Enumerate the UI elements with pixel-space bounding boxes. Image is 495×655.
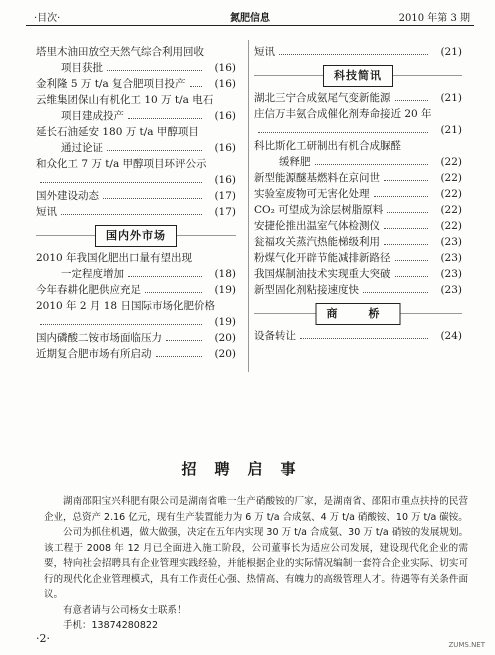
header-rule	[26, 25, 474, 26]
toc-entry-page: (22)	[440, 220, 462, 232]
dot-leader	[387, 212, 428, 213]
toc-entry-page: (16)	[214, 142, 236, 154]
toc-entry[interactable]	[36, 188, 236, 204]
header-issue: 2010 年第 3 期	[398, 13, 470, 24]
column-divider	[248, 40, 249, 372]
toc-entry-title: 塔里木油田放空天然气综合利用回收	[36, 46, 204, 58]
section-title: 科技简讯	[323, 65, 393, 87]
toc-entry[interactable]	[36, 298, 236, 314]
dot-leader	[40, 182, 202, 183]
toc-entry-title: 今年春耕化肥供应充足	[36, 284, 141, 296]
dot-leader	[107, 150, 202, 151]
toc-section-heading	[254, 298, 462, 328]
dot-leader	[103, 198, 202, 199]
dot-leader	[61, 214, 202, 215]
toc-entry-title: 云维集团保山有机化工 10 万 t/a 电石	[36, 94, 214, 106]
toc-entry[interactable]	[254, 250, 462, 266]
toc-entry[interactable]	[254, 328, 462, 344]
section-title: 商 桥	[316, 303, 401, 325]
toc-entry-page: (18)	[214, 268, 236, 280]
toc-entry-page: (21)	[440, 46, 462, 58]
toc-entry-page: (22)	[440, 188, 462, 200]
toc-entry-page: (22)	[440, 172, 462, 184]
toc-entry-page: (23)	[440, 236, 462, 248]
toc-entry-title: 粉煤气化开辟节能减排新路径	[254, 252, 391, 264]
dot-leader	[128, 118, 202, 119]
toc-entry-title: 短讯	[254, 46, 275, 58]
toc-entry[interactable]	[254, 186, 462, 202]
toc-entry-title: 国内磷酸二铵市场面临压力	[36, 332, 162, 344]
toc-entry-title: 新型固化剂粘接速度快	[254, 284, 359, 296]
toc-entry-page: (23)	[440, 284, 462, 296]
toc-entry-page: (17)	[214, 206, 236, 218]
toc-entry[interactable]	[36, 108, 236, 124]
toc-entry-page: (23)	[440, 252, 462, 264]
toc-entry[interactable]	[36, 140, 236, 156]
dot-leader	[156, 356, 202, 357]
toc-section-heading	[36, 220, 236, 250]
toc-right-column	[254, 44, 462, 344]
dot-leader	[145, 292, 202, 293]
toc-entry[interactable]	[36, 124, 236, 140]
toc-entry-title: 和众化工 7 万 t/a 甲醇项目环评公示	[36, 158, 207, 170]
toc-entry[interactable]	[36, 92, 236, 108]
toc-entry[interactable]	[254, 90, 462, 106]
dot-leader	[300, 338, 428, 339]
toc-entry[interactable]	[36, 314, 236, 330]
toc-entry[interactable]	[36, 44, 236, 60]
toc-entry-page: (19)	[214, 316, 236, 328]
toc-entry-title: 通过论证	[61, 142, 103, 154]
dot-leader	[107, 70, 202, 71]
recruit-body	[44, 494, 468, 634]
dot-leader	[363, 292, 428, 293]
toc-entry-page: (20)	[214, 348, 236, 360]
toc-entry[interactable]	[254, 122, 462, 138]
toc-entry-title: 缓释肥	[279, 156, 311, 168]
recruit-paragraph: 手机：13874280822	[63, 620, 158, 631]
recruit-title: 招聘启事	[181, 460, 314, 478]
toc-entry[interactable]	[36, 346, 236, 362]
toc-entry-page: (21)	[440, 92, 462, 104]
toc-entry[interactable]	[254, 44, 462, 60]
toc-entry[interactable]	[36, 204, 236, 220]
recruit-paragraph: 湖南邵阳宝兴科肥有限公司是湖南省唯一生产硝酸铵的厂家，是湖南省、邵阳市重点扶持的民营企业，总资产 2.16 亿元，现有生产装置能力为 6 万 t/a 合成氨、4 万 t/a 硝酸铵、10 万 t/a 碳铵。	[44, 496, 468, 523]
toc-entry-page: (20)	[214, 332, 236, 344]
toc-entry-page: (16)	[214, 62, 236, 74]
toc-entry[interactable]	[254, 234, 462, 250]
dot-leader	[395, 260, 428, 261]
toc-entry[interactable]	[36, 250, 236, 266]
toc-entry-title: 项目获批	[61, 62, 103, 74]
recruit-paragraph: 公司为抓住机遇，做大做强，决定在五年内实现 30 万 t/a 合成氨、30 万 t/a 硝铵的发展规划。该工程于 2008 年 12 月已全面进入施工阶段，公司董事长为适应公司发展，建设现代化企业的需要，特向社会招聘具有企业管理实践经验，并能根据企业的实际情况编制一套符合企业实际、切实可行的现代化企业管理模式，具有工作责任心强、热情高、有魄力的高级管理人才。待遇等有关条件面议。	[44, 527, 468, 600]
toc-entry-page: (22)	[440, 204, 462, 216]
toc-entry-title: 湖北三宁合成氨尾气变新能源	[254, 92, 391, 104]
toc-entry-title: 瓮福攻关蒸汽热能梯级利用	[254, 236, 380, 248]
toc-entry-title: 延长石油延安 180 万 t/a 甲醇项目	[36, 126, 199, 138]
header-journal: 氮肥信息	[230, 13, 270, 24]
dot-leader	[166, 340, 202, 341]
toc-entry[interactable]	[254, 282, 462, 298]
toc-entry[interactable]	[36, 266, 236, 282]
toc-entry-title: 安捷伦推出温室气体检测仪	[254, 220, 380, 232]
toc-entry[interactable]	[36, 282, 236, 298]
toc-entry[interactable]	[254, 218, 462, 234]
toc-entry-page: (17)	[214, 190, 236, 202]
page-header	[26, 4, 474, 26]
toc-entry[interactable]	[36, 172, 236, 188]
toc-entry-title: CO₂ 可望成为涂层树脂原料	[254, 204, 384, 216]
toc-entry-page: (16)	[214, 78, 236, 90]
toc-entry-title: 短讯	[36, 206, 57, 218]
dot-leader	[395, 100, 428, 101]
toc-entry-page: (16)	[214, 174, 236, 186]
toc-entry-title: 国外建设动态	[36, 190, 99, 202]
toc-entry-page: (24)	[440, 330, 462, 342]
toc-entry-title: 项目建成投产	[61, 110, 124, 122]
dot-leader	[128, 276, 202, 277]
toc-entry-title: 金利隆 5 万 t/a 复合肥项目投产	[36, 78, 186, 90]
recruit-paragraph: 有意者请与公司杨女士联系！	[63, 604, 187, 616]
toc-entry-title: 近期复合肥市场有所启动	[36, 348, 152, 360]
toc-entry-page: (16)	[214, 110, 236, 122]
toc-entry-title: 科比斯化工研制出有机合成脲醛	[254, 140, 401, 152]
dot-leader	[384, 228, 428, 229]
header-section: ·目次·	[34, 13, 61, 24]
toc-entry[interactable]	[254, 106, 462, 122]
toc-entry-title: 设备转让	[254, 330, 296, 342]
toc-entry-title: 2010 年 2 月 18 日国际市场化肥价格	[36, 300, 215, 312]
toc-entry-title: 2010 年我国化肥出口量有望出现	[36, 252, 193, 264]
dot-leader	[258, 132, 428, 133]
toc-entry-page: (23)	[440, 268, 462, 280]
watermark: ZUMS.NET	[448, 641, 485, 649]
dot-leader	[374, 196, 428, 197]
page-number: ·2·	[36, 632, 50, 645]
toc-entry[interactable]	[36, 156, 236, 172]
dot-leader	[395, 276, 428, 277]
toc-entry-title: 新型能源醚基燃料在京问世	[254, 172, 380, 184]
toc-entry[interactable]	[36, 330, 236, 346]
toc-section-heading	[254, 60, 462, 90]
dot-leader	[384, 244, 428, 245]
toc-entry[interactable]	[36, 60, 236, 76]
toc-entry[interactable]	[36, 76, 236, 92]
toc-entry-title: 庄信万丰氨合成催化剂寿命接近 20 年	[254, 108, 432, 120]
toc-entry-page: (19)	[214, 284, 236, 296]
dot-leader	[40, 324, 202, 325]
dot-leader	[315, 164, 428, 165]
dot-leader	[384, 180, 428, 181]
dot-leader	[190, 86, 202, 87]
toc-entry-title: 一定程度增加	[61, 268, 124, 280]
toc-entry[interactable]	[254, 266, 462, 282]
toc-entry-page: (22)	[440, 156, 462, 168]
toc-entry-title: 我国煤制油技术实现重大突破	[254, 268, 391, 280]
toc-left-column	[36, 44, 236, 362]
section-title: 国内外市场	[95, 225, 177, 247]
toc-entry-page: (21)	[440, 124, 462, 136]
toc-entry[interactable]	[254, 202, 462, 218]
toc-entry[interactable]	[254, 154, 462, 170]
dot-leader	[279, 54, 428, 55]
toc-entry[interactable]	[254, 138, 462, 154]
toc-entry-title: 实验室废物可无害化处理	[254, 188, 370, 200]
toc-entry[interactable]	[254, 170, 462, 186]
